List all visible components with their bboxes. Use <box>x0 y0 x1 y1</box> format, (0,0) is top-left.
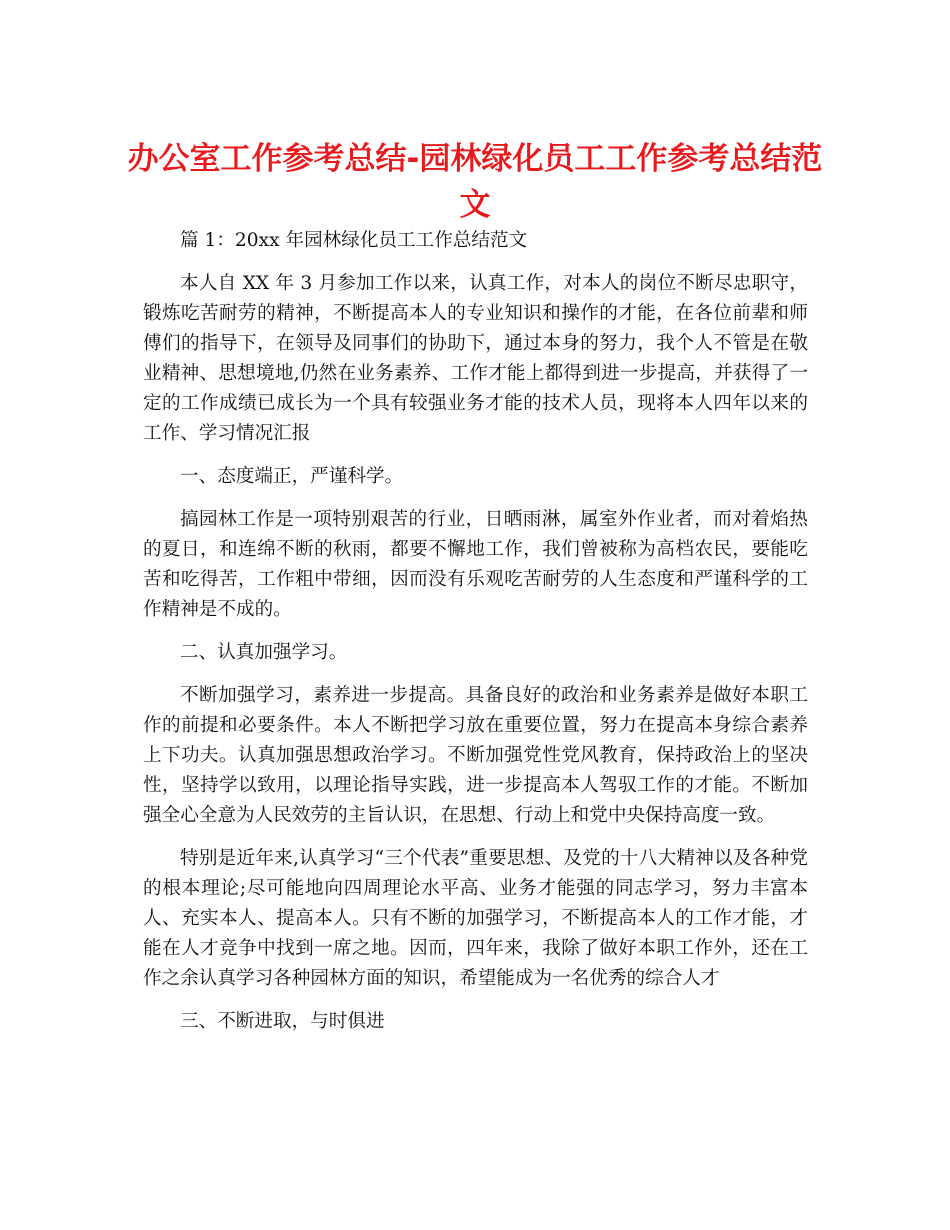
body-paragraph: 本人自 XX 年 3 月参加工作以来，认真工作，对本人的岗位不断尽忠职守，锻炼吃苦耐劳的精神，不断提高本人的专业知识和操作的才能，在各位前辈和师傅们的指导下，在领导及同事们的协助下，通过本身的努力，我个人不管是在敬业精神、思想境地,仍然在业务素养、工作才能上都得到进一步提高，并获得了一定的工作成绩已成长为一个具有较强业务才能的技术人员，现将本人四年以来的工作、学习情况汇报 <box>143 273 808 444</box>
section-heading: 二、认真加强学习。 <box>180 642 348 663</box>
document-title: 办公室工作参考总结-园林绿化员工工作参考总结范文 <box>127 141 823 223</box>
section-heading: 一、态度端正，严谨科学。 <box>180 466 404 487</box>
section-heading: 三、不断进取，与时俱进 <box>180 1011 385 1032</box>
body-paragraph: 搞园林工作是一项特别艰苦的行业，日晒雨淋，属室外作业者，而对着焰热的夏日，和连绵不断的秋雨，都要不懈地工作，我们曾被称为高档农民，要能吃苦和吃得苦，工作粗中带细，因而没有乐观吃苦耐劳的人生态度和严谨科学的工作精神是不成的。 <box>143 509 808 620</box>
document-body <box>143 226 808 1037</box>
body-paragraph: 不断加强学习，素养进一步提高。具备良好的政治和业务素养是做好本职工作的前提和必要条件。本人不断把学习放在重要位置，努力在提高本身综合素养上下功夫。认真加强思想政治学习。不断加强党性党风教育，保持政治上的坚决性，坚持学以致用，以理论指导实践，进一步提高本人驾驭工作的才能。不断加强全心全意为人民效劳的主旨认识，在思想、行动上和党中央保持高度一致。 <box>143 685 808 826</box>
section-heading: 篇 1：20xx 年园林绿化员工工作总结范文 <box>180 230 528 251</box>
body-paragraph: 特别是近年来,认真学习“三个代表”重要思想、及党的十八大精神以及各种党的根本理论;尽可能地向四周理论水平高、业务才能强的同志学习，努力丰富本人、充实本人、提高本人。只有不断的加强学习，不断提高本人的工作才能，才能在人才竞争中找到一席之地。因而，四年来，我除了做好本职工作外，还在工作之余认真学习各种园林方面的知识，希望能成为一名优秀的综合人才 <box>143 848 808 989</box>
